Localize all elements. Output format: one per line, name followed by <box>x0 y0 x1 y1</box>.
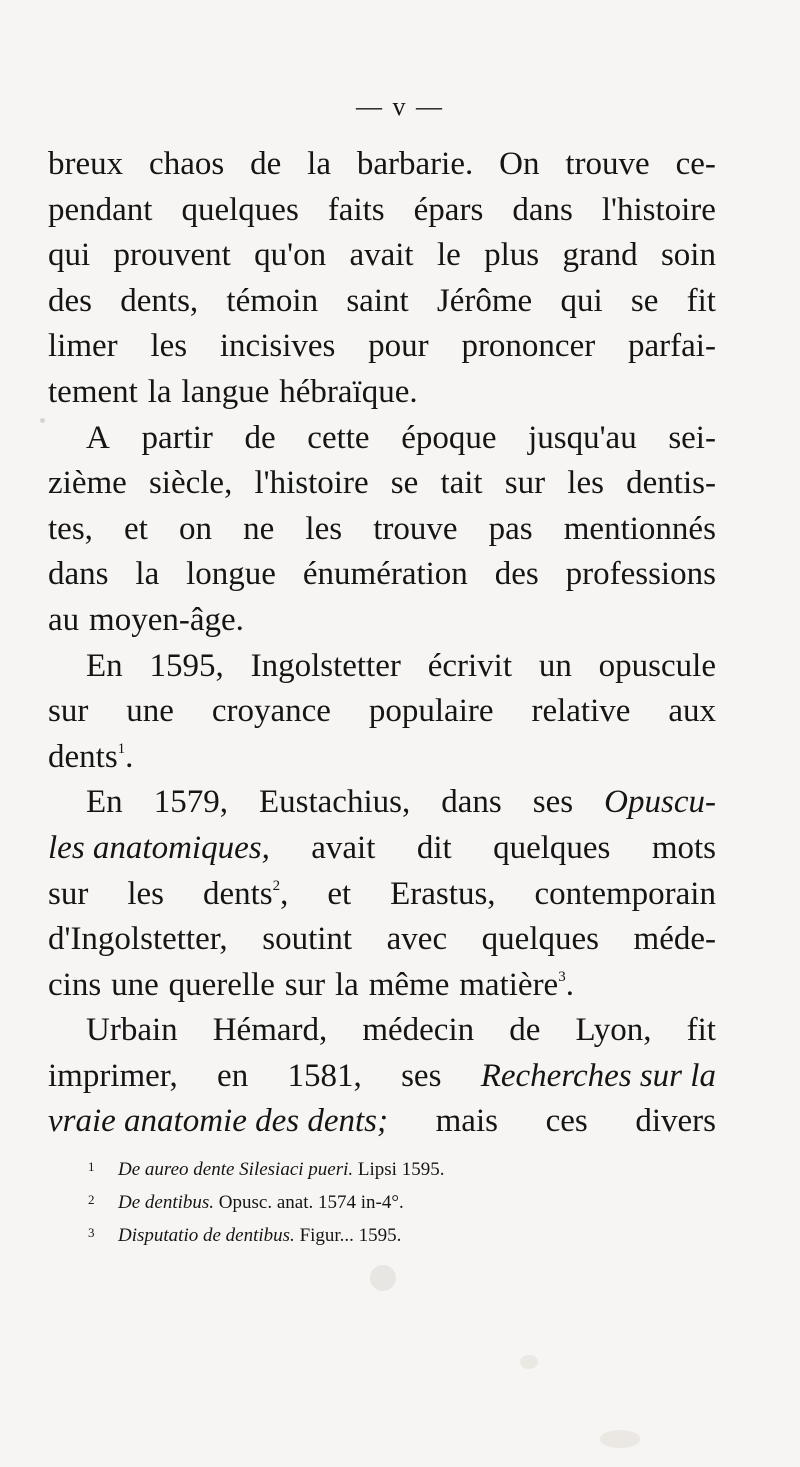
word: au <box>48 601 80 638</box>
word: mots <box>651 829 716 866</box>
word: en <box>217 1057 249 1094</box>
text-line <box>48 780 716 826</box>
word: écrivit <box>427 647 512 684</box>
word: breux <box>48 146 124 182</box>
text-line <box>48 1008 716 1054</box>
word: En <box>86 647 123 684</box>
text-line <box>48 598 716 644</box>
word: moyen-âge. <box>89 601 244 638</box>
footnote-text: Opusc. anat. 1574 in-4°. <box>218 1192 404 1213</box>
text-line <box>48 552 716 598</box>
word: la <box>307 146 331 182</box>
page-header: — v — <box>356 92 444 121</box>
text-line <box>48 872 716 918</box>
paper-speck <box>600 1430 640 1448</box>
word: avec <box>386 921 448 958</box>
text-line <box>48 963 716 1009</box>
footnote-mark: 1 <box>88 1159 95 1174</box>
word: soutint <box>262 921 353 958</box>
text-line <box>48 461 716 507</box>
word: On <box>499 146 540 182</box>
text-line <box>48 324 716 370</box>
word: contemporain <box>534 875 716 912</box>
text-line <box>48 1099 716 1145</box>
word: dents, <box>120 282 199 319</box>
word: Ingolstetter <box>250 647 401 684</box>
text-line <box>48 416 716 462</box>
word: méde- <box>633 921 716 958</box>
word: de <box>244 419 276 456</box>
word: se <box>390 465 419 502</box>
word: saint <box>346 282 409 319</box>
word: imprimer, <box>48 1057 178 1094</box>
word: jusqu'au <box>528 419 637 456</box>
word: tes, <box>48 510 93 547</box>
word: sur <box>284 966 326 1003</box>
footnote-title: De aureo dente Silesiaci pueri. <box>118 1159 354 1180</box>
word: sei- <box>668 419 716 456</box>
paper-speck <box>40 418 45 423</box>
word: on <box>179 510 212 547</box>
word: limer <box>48 328 118 365</box>
word: prononcer <box>461 328 596 365</box>
word: faits <box>327 191 385 228</box>
word: et <box>124 510 148 547</box>
word: grand <box>562 237 638 274</box>
word: sur <box>48 693 89 730</box>
text-line <box>48 917 716 963</box>
word-text: matière <box>459 966 559 1003</box>
footnote-ref: 2 <box>272 877 281 894</box>
footnote-text: Figur... 1595. <box>299 1225 402 1246</box>
word: les <box>305 510 343 547</box>
word: la <box>147 373 172 410</box>
footnotes <box>88 1152 648 1251</box>
word: une <box>111 966 159 1003</box>
word: Eustachius, <box>258 784 411 821</box>
word: 1595, <box>149 647 224 684</box>
word: prouvent <box>113 237 231 274</box>
word: qui <box>560 282 603 319</box>
word: A <box>86 419 110 456</box>
word: un <box>538 647 572 684</box>
word: d'Ingolstetter, <box>48 921 228 958</box>
word: sur <box>48 875 89 912</box>
footnote-ref: 3 <box>558 968 566 985</box>
word: sur <box>504 465 546 502</box>
word: même <box>368 966 450 1003</box>
word: ses <box>401 1057 442 1094</box>
word: dans <box>441 784 502 821</box>
footnote-mark: 2 <box>88 1192 95 1207</box>
word: ses <box>532 784 574 821</box>
text-line <box>48 188 716 234</box>
word: dit <box>416 829 452 866</box>
word: ne <box>243 510 275 547</box>
word: dans <box>48 556 109 593</box>
footnote <box>88 1185 648 1218</box>
word: cette <box>307 419 370 456</box>
word-italic: Opuscu- <box>604 784 716 821</box>
word: avait <box>349 237 414 274</box>
word-text: dents <box>202 875 273 912</box>
text-line <box>48 507 716 553</box>
word: mentionnés <box>563 510 716 547</box>
word: langue <box>181 373 270 410</box>
word: quelques <box>493 829 611 866</box>
word: quelques <box>181 191 299 228</box>
word: siècle, <box>148 465 233 502</box>
word-italic: les anatomiques, <box>48 829 270 866</box>
text-line <box>48 644 716 690</box>
word: époque <box>401 419 497 456</box>
paper-speck <box>370 1265 396 1291</box>
word: pour <box>368 328 429 365</box>
word: chaos <box>149 146 225 182</box>
word: 1581, <box>287 1057 362 1094</box>
word: En <box>86 784 123 821</box>
word: les <box>127 875 164 912</box>
word: barbarie. <box>356 146 474 182</box>
word: ces <box>545 1103 588 1140</box>
text-line <box>48 233 716 279</box>
footnote-ref: 1 <box>117 740 126 757</box>
word: dents$^2$, <box>202 875 289 912</box>
word: mais <box>435 1103 498 1140</box>
word: des <box>48 282 92 319</box>
word: Hémard, <box>212 1012 328 1049</box>
word: querelle <box>168 966 275 1003</box>
footnote-title: Disputatio de dentibus. <box>118 1225 295 1246</box>
word: soin <box>660 237 716 274</box>
word: témoin <box>226 282 319 319</box>
word: une <box>126 693 174 730</box>
word: fit <box>686 282 716 319</box>
word: tement <box>48 373 138 410</box>
word: l'histoire <box>254 465 369 502</box>
footnote-mark: 3 <box>88 1225 95 1240</box>
word: aux <box>668 693 716 730</box>
word: zième <box>48 465 127 502</box>
word: divers <box>635 1103 716 1140</box>
word: se <box>630 282 659 319</box>
word: hébraïque. <box>279 373 418 410</box>
word: 1579, <box>153 784 228 821</box>
word: pas <box>488 510 533 547</box>
word: dentis- <box>626 465 716 502</box>
word: l'histoire <box>601 191 716 228</box>
word: Erastus, <box>390 875 496 912</box>
word: matière$^3$. <box>459 966 574 1003</box>
word: croyance <box>211 693 331 730</box>
word: fit <box>686 1012 716 1049</box>
word: de <box>509 1012 541 1049</box>
word: et <box>327 875 352 912</box>
word: pendant <box>48 191 153 228</box>
word: partir <box>141 419 213 456</box>
word: épars <box>413 191 484 228</box>
word-italic: Recherches sur la <box>480 1057 716 1094</box>
word: opuscule <box>598 647 716 684</box>
footnote <box>88 1152 648 1185</box>
text-line <box>48 142 716 188</box>
word: la <box>135 556 160 593</box>
word: Urbain <box>86 1012 178 1049</box>
word: avait <box>311 829 376 866</box>
word: qu'on <box>254 237 327 274</box>
word: Jérôme <box>436 282 533 319</box>
text-line <box>48 370 716 416</box>
word: professions <box>565 556 716 593</box>
word-italic: vraie anatomie des dents; <box>48 1103 389 1140</box>
word: longue <box>186 556 276 593</box>
word: parfai- <box>628 328 716 365</box>
word: énumération <box>302 556 468 593</box>
word: trouve <box>565 146 650 182</box>
word: tait <box>440 465 483 502</box>
word: cins <box>48 966 102 1003</box>
text-line <box>48 1054 716 1100</box>
text-line <box>48 735 716 781</box>
word: la <box>335 966 359 1003</box>
word: ce- <box>675 146 716 182</box>
paper-speck <box>520 1355 538 1369</box>
word: incisives <box>219 328 336 365</box>
word: les <box>567 465 604 502</box>
word: dans <box>512 191 573 228</box>
footnote-text: Lipsi 1595. <box>357 1159 445 1180</box>
word: médecin <box>362 1012 475 1049</box>
word: populaire <box>368 693 494 730</box>
word-text: dents <box>48 738 118 775</box>
text-line <box>48 689 716 735</box>
word: de <box>250 146 282 182</box>
word: des <box>494 556 539 593</box>
word: relative <box>531 693 631 730</box>
text-line <box>48 826 716 872</box>
word: les <box>150 328 188 365</box>
word: quelques <box>481 921 599 958</box>
word: qui <box>48 237 91 274</box>
word: plus <box>484 237 540 274</box>
footnote <box>88 1218 648 1251</box>
word: le <box>436 237 461 274</box>
body-text <box>48 142 716 1145</box>
word: dents$^1$. <box>48 738 134 775</box>
word: Lyon, <box>575 1012 652 1049</box>
text-line <box>48 279 716 325</box>
word: trouve <box>373 510 458 547</box>
footnote-title: De dentibus. <box>118 1192 215 1213</box>
